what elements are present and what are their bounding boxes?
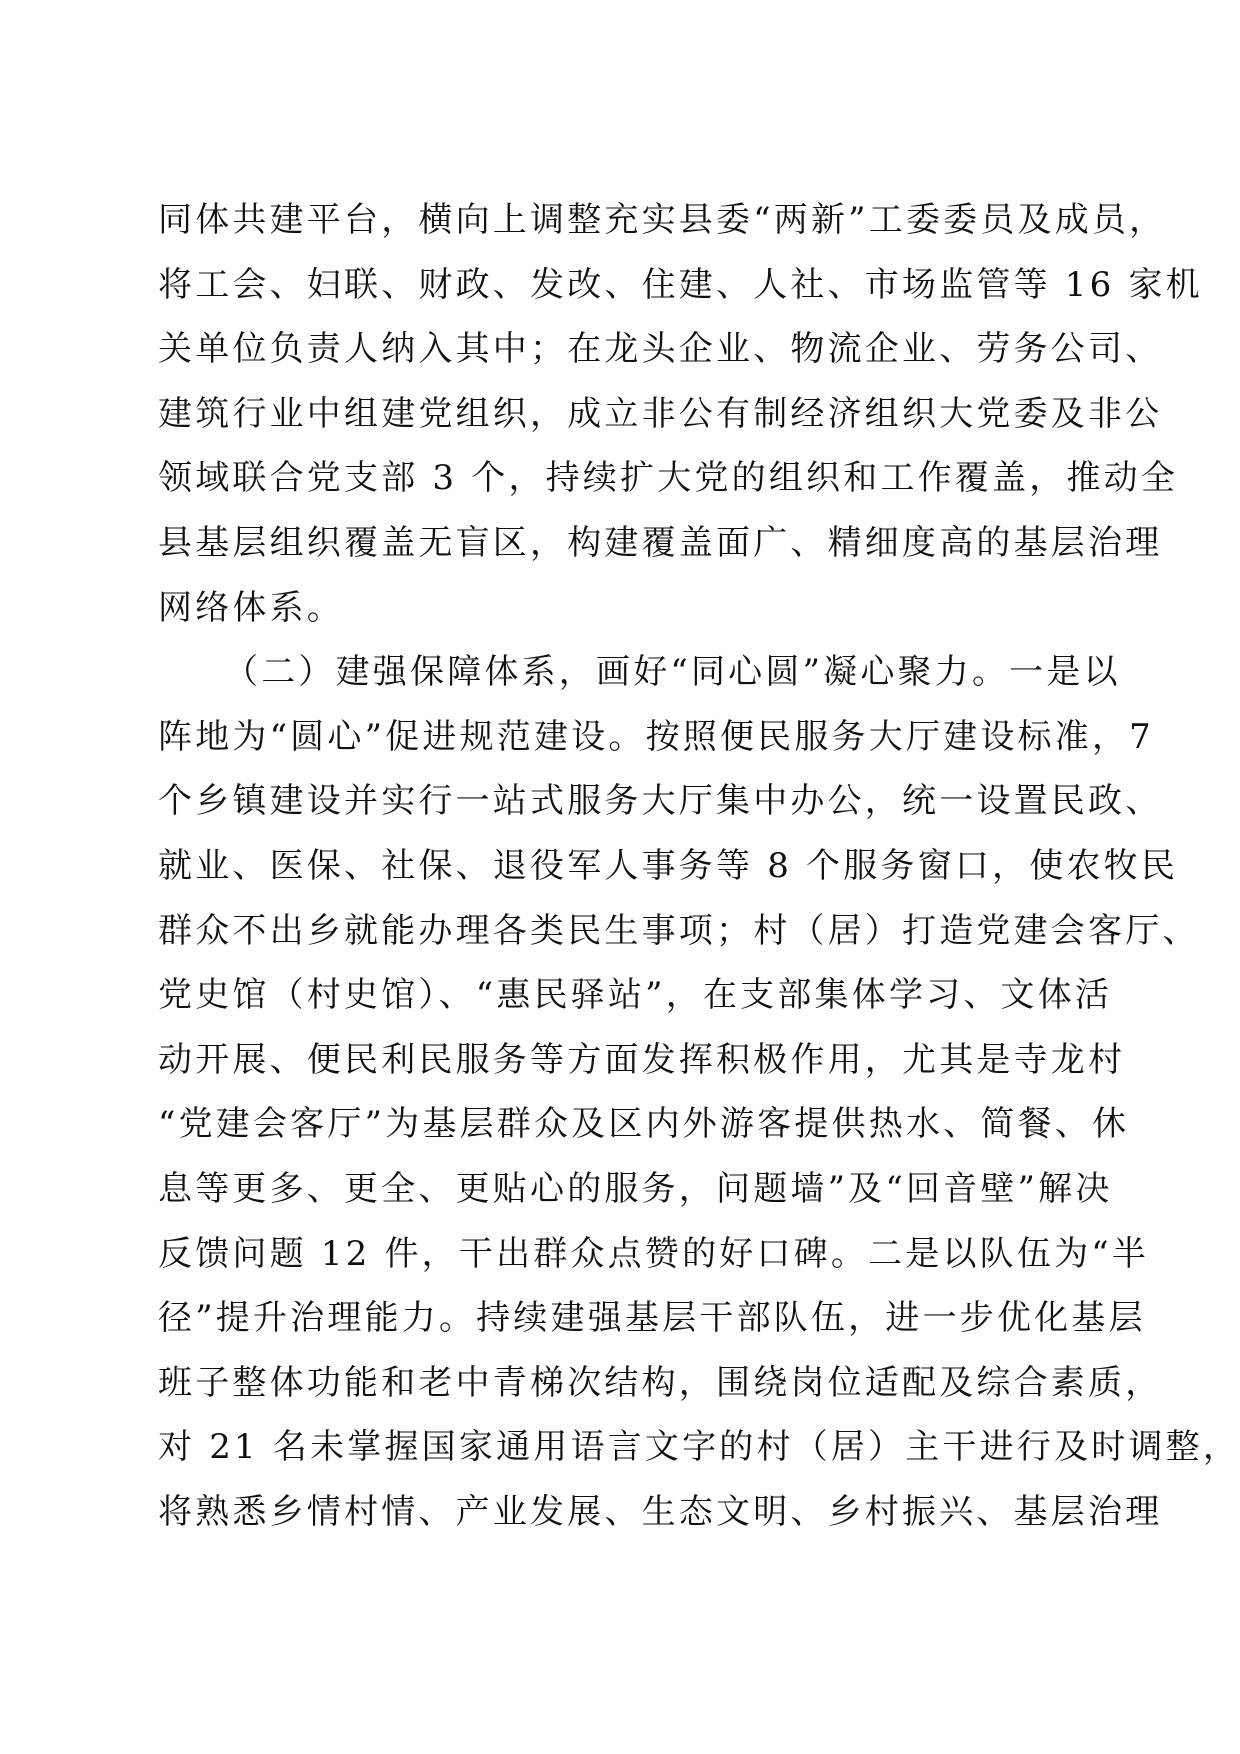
text-line: 领域联合党支部 3 个，持续扩大党的组织和工作覆盖，推动全 bbox=[158, 458, 1179, 499]
text-line: “党建会客厅”为基层群众及区内外游客提供热水、简餐、休 bbox=[158, 1104, 1130, 1145]
section-heading-line: （二）建强保障体系，画好“同心圆”凝心聚力。一是以 bbox=[224, 652, 1121, 693]
text-line: 阵地为“圆心”促进规范建设。按照便民服务大厅建设标准，7 bbox=[158, 716, 1154, 757]
text-line: 对 21 名未掌握国家通用语言文字的村（居）主干进行及时调整， bbox=[158, 1427, 1240, 1468]
text-line: 反馈问题 12 件，干出群众点赞的好口碑。二是以队伍为“半 bbox=[158, 1233, 1150, 1274]
text-line: 就业、医保、社保、退役军人事务等 8 个服务窗口，使农牧民 bbox=[158, 845, 1179, 886]
text-line: 党史馆（村史馆）、“惠民驿站”，在支部集体学习、文体活 bbox=[158, 975, 1113, 1016]
text-line: 关单位负责人纳入其中；在龙头企业、物流企业、劳务公司、 bbox=[158, 329, 1163, 370]
text-line: 班子整体功能和老中青梯次结构，围绕岗位适配及综合素质， bbox=[158, 1362, 1163, 1403]
text-line: 动开展、便民利民服务等方面发挥积极作用，尤其是寺龙村 bbox=[158, 1039, 1126, 1080]
text-line: 网络体系。 bbox=[158, 587, 344, 628]
text-line: 将熟悉乡情村情、产业发展、生态文明、乡村振兴、基层治理 bbox=[158, 1491, 1163, 1532]
document-body bbox=[158, 188, 1240, 1544]
text-line: 将工会、妇联、财政、发改、住建、人社、市场监管等 16 家机 bbox=[158, 264, 1203, 305]
text-line: 群众不出乡就能办理各类民生事项；村（居）打造党建会客厅、 bbox=[158, 910, 1200, 951]
text-line: 县基层组织覆盖无盲区，构建覆盖面广、精细度高的基层治理 bbox=[158, 522, 1163, 563]
text-line: 息等更多、更全、更贴心的服务，问题墙”及“回音壁”解决 bbox=[158, 1168, 1113, 1209]
text-line: 径”提升治理能力。持续建强基层干部队伍，进一步优化基层 bbox=[158, 1298, 1146, 1339]
text-line: 建筑行业中组建党组织，成立非公有制经济组织大党委及非公 bbox=[158, 393, 1163, 434]
text-line: 个乡镇建设并实行一站式服务大厅集中办公，统一设置民政、 bbox=[158, 781, 1163, 822]
text-line: 同体共建平台，横向上调整充实县委“两新”工委委员及成员， bbox=[158, 200, 1167, 240]
